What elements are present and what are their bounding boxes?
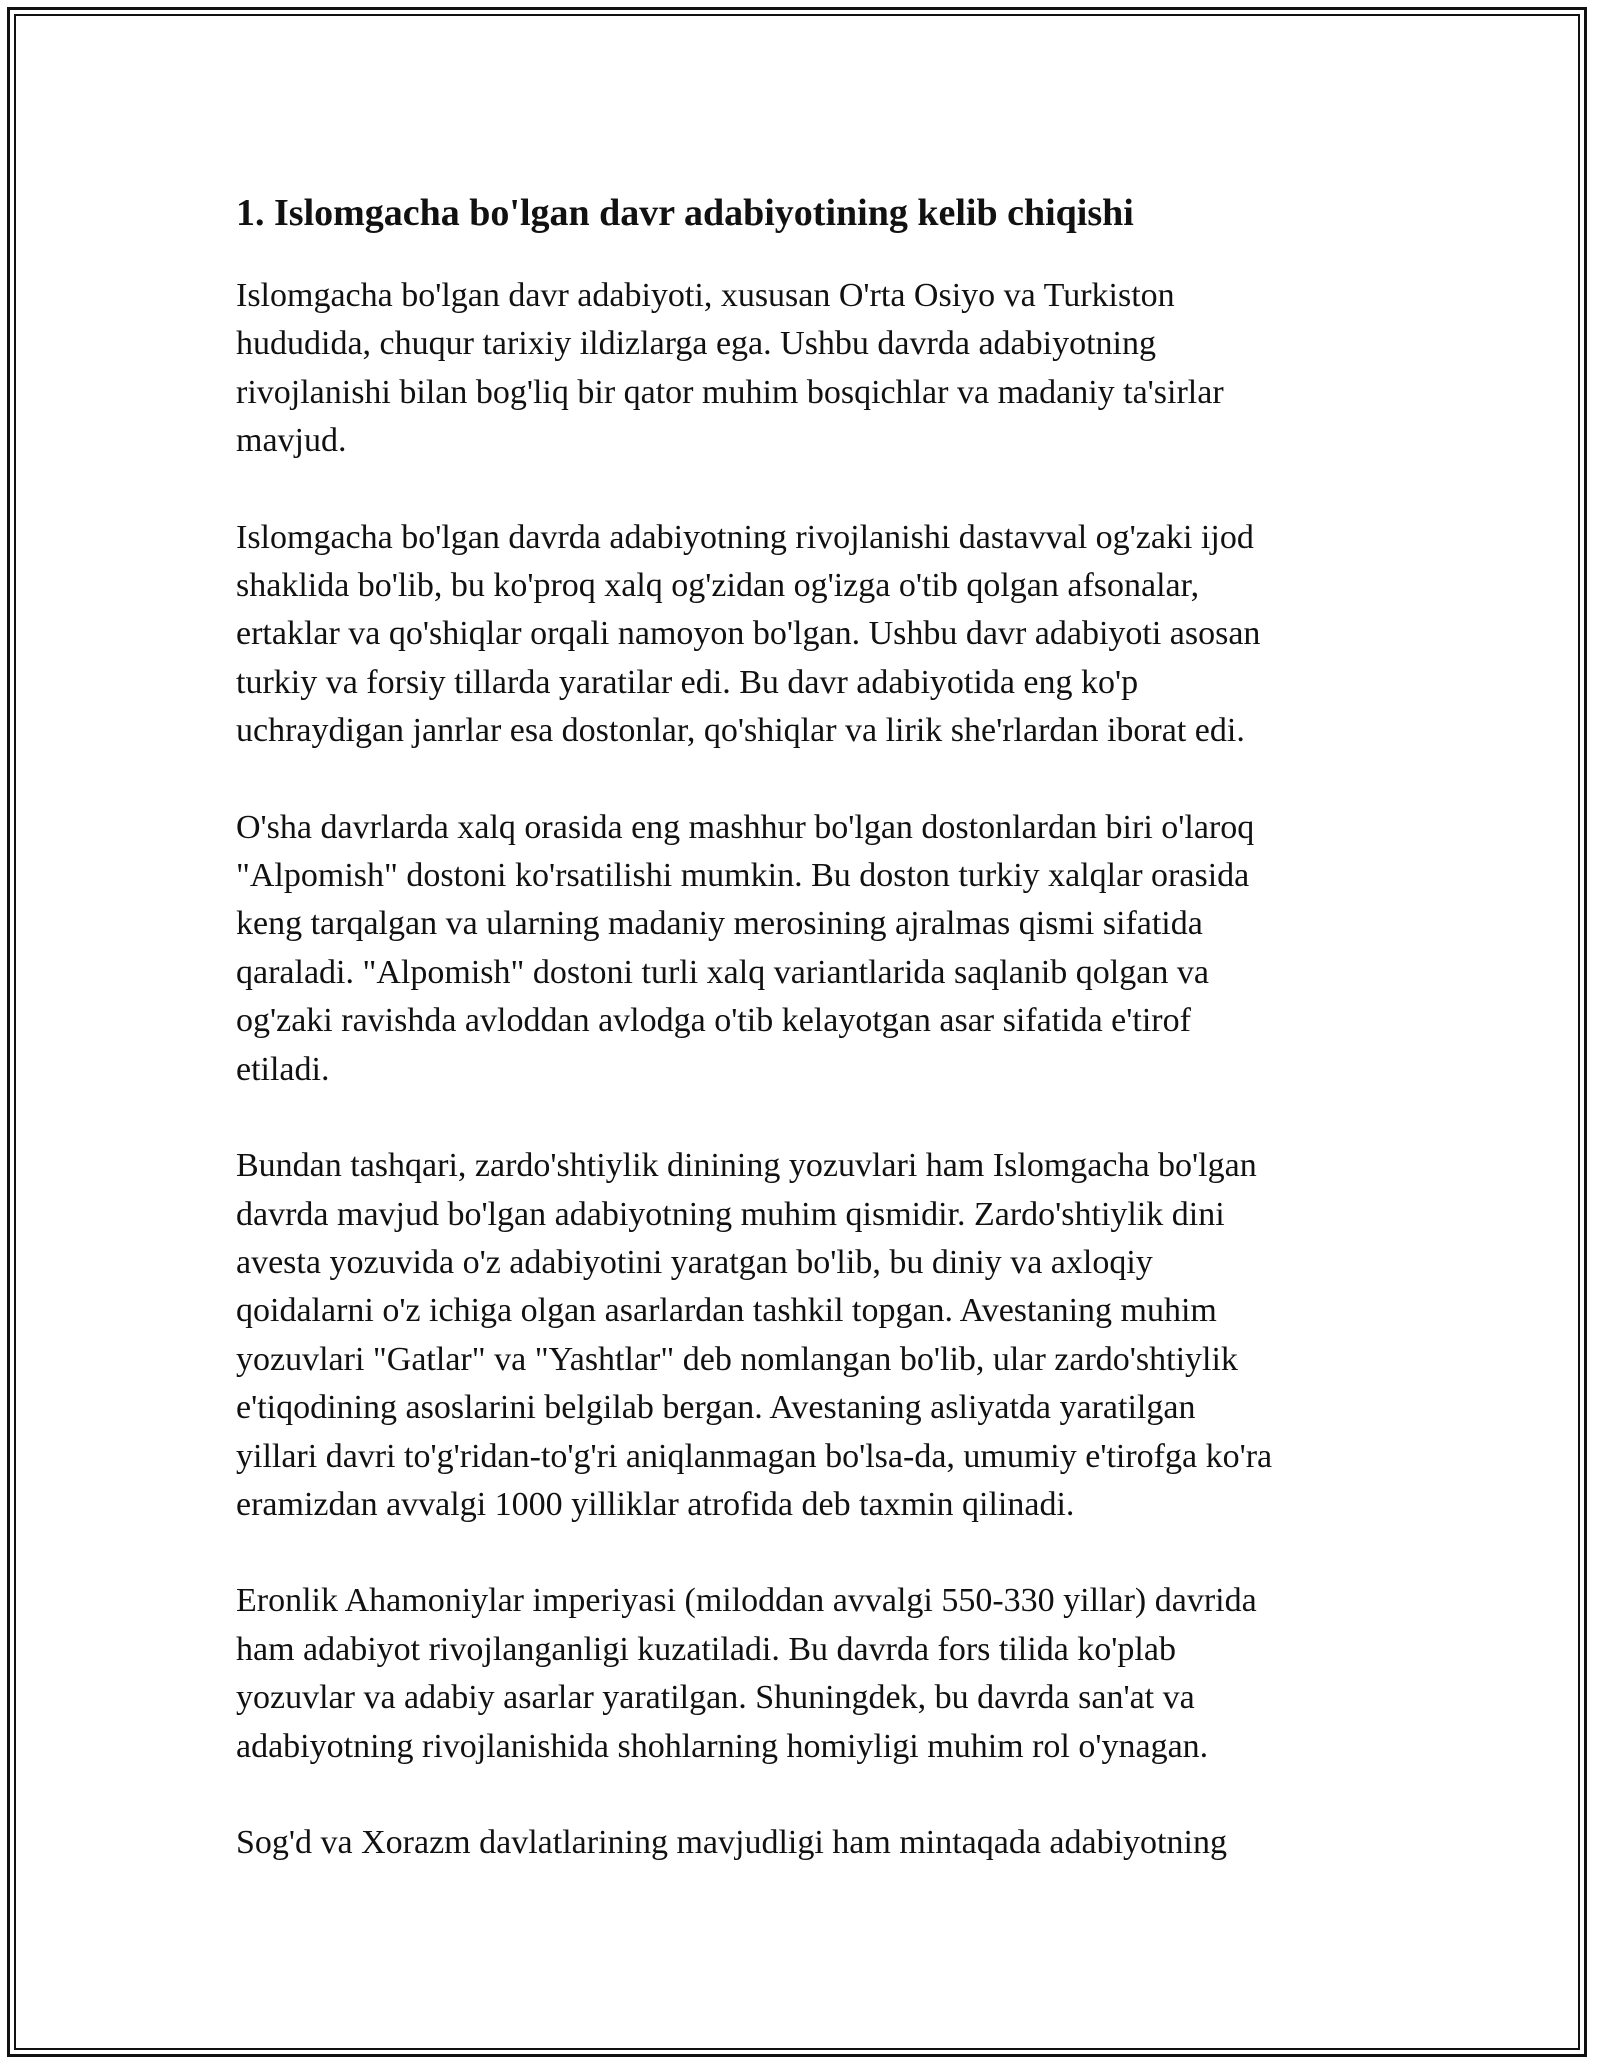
text-line: avesta yozuvida o'z adabiyotini yaratgan bo'lib, bu diniy va axloqiy: [236, 1243, 1153, 1281]
text-line: Bundan tashqari, zardo'shtiylik dinining yozuvlari ham Islomgacha bo'lgan: [236, 1147, 1257, 1185]
text-line: shaklida bo'lib, bu ko'proq xalq og'zidan og'izga o'tib qolgan afsonalar,: [236, 567, 1200, 605]
text-line: qoidalarni o'z ichiga olgan asarlardan tashkil topgan. Avestaning muhim: [236, 1292, 1217, 1330]
text-line: yozuvlari "Gatlar" va "Yashtlar" deb nomlangan bo'lib, ular zardo'shtiylik: [236, 1340, 1238, 1378]
text-line: Sog'd va Xorazm davlatlarining mavjudligi ham mintaqada adabiyotning: [236, 1823, 1227, 1861]
text-line: Islomgacha bo'lgan davrda adabiyotning rivojlanishi dastavval og'zaki ijod: [236, 518, 1254, 556]
paragraph-6: [236, 1819, 1386, 1867]
text-line: rivojlanishi bilan bog'liq bir qator muhim bosqichlar va madaniy ta'sirlar: [236, 373, 1224, 411]
text-line: e'tiqodining asoslarini belgilab bergan. Avestaning asliyatda yaratilgan: [236, 1389, 1196, 1427]
text-line: hududida, chuqur tarixiy ildizlarga ega. Ushbu davrda adabiyotning: [236, 325, 1156, 363]
text-line: turkiy va forsiy tillarda yaratilar edi. Bu davr adabiyotida eng ko'p: [236, 663, 1139, 701]
paragraph-3: [236, 804, 1386, 1094]
text-line: og'zaki ravishda avloddan avlodga o'tib kelayotgan asar sifatida e'tirof: [236, 1002, 1191, 1040]
text-line: mavjud.: [236, 422, 347, 460]
text-line: Eronlik Ahamoniylar imperiyasi (miloddan avvalgi 550-330 yillar) davrida: [236, 1582, 1257, 1620]
section-heading: 1. Islomgacha bo'lgan davr adabiyotining kelib chiqishi: [236, 192, 1134, 234]
text-line: ham adabiyot rivojlanganligi kuzatiladi. Bu davrda fors tilida ko'plab: [236, 1630, 1176, 1668]
text-line: uchraydigan janrlar esa dostonlar, qo'shiqlar va lirik she'rlardan iborat edi.: [236, 712, 1245, 750]
text-line: O'sha davrlarda xalq orasida eng mashhur bo'lgan dostonlardan biri o'laroq: [236, 808, 1255, 846]
text-line: yillari davri to'g'ridan-to'g'ri aniqlanmagan bo'lsa-da, umumiy e'tirofga ko'ra: [236, 1437, 1273, 1475]
paragraph-4: [236, 1142, 1386, 1529]
text-line: keng tarqalgan va ularning madaniy merosining ajralmas qismi sifatida: [236, 905, 1203, 943]
text-line: "Alpomish" dostoni ko'rsatilishi mumkin. Bu doston turkiy xalqlar orasida: [236, 857, 1250, 895]
text-line: yozuvlar va adabiy asarlar yaratilgan. Shuningdek, bu davrda san'at va: [236, 1679, 1195, 1717]
paragraph-1: [236, 272, 1386, 466]
text-line: eramizdan avvalgi 1000 yilliklar atrofida deb taxmin qilinadi.: [236, 1485, 1075, 1523]
text-line: Islomgacha bo'lgan davr adabiyoti, xususan O'rta Osiyo va Turkiston: [236, 277, 1175, 314]
document-body: [236, 184, 1386, 1915]
text-line: davrda mavjud bo'lgan adabiyotning muhim qismidir. Zardo'shtiylik dini: [236, 1195, 1225, 1233]
paragraph-2: [236, 514, 1386, 756]
text-line: etiladi.: [236, 1050, 330, 1088]
paragraph-5: [236, 1577, 1386, 1771]
text-line: ertaklar va qo'shiqlar orqali namoyon bo'lgan. Ushbu davr adabiyoti asosan: [236, 615, 1261, 653]
text-line: adabiyotning rivojlanishida shohlarning homiyligi muhim rol o'ynagan.: [236, 1727, 1209, 1765]
text-line: qaraladi. "Alpomish" dostoni turli xalq variantlarida saqlanib qolgan va: [236, 953, 1209, 991]
